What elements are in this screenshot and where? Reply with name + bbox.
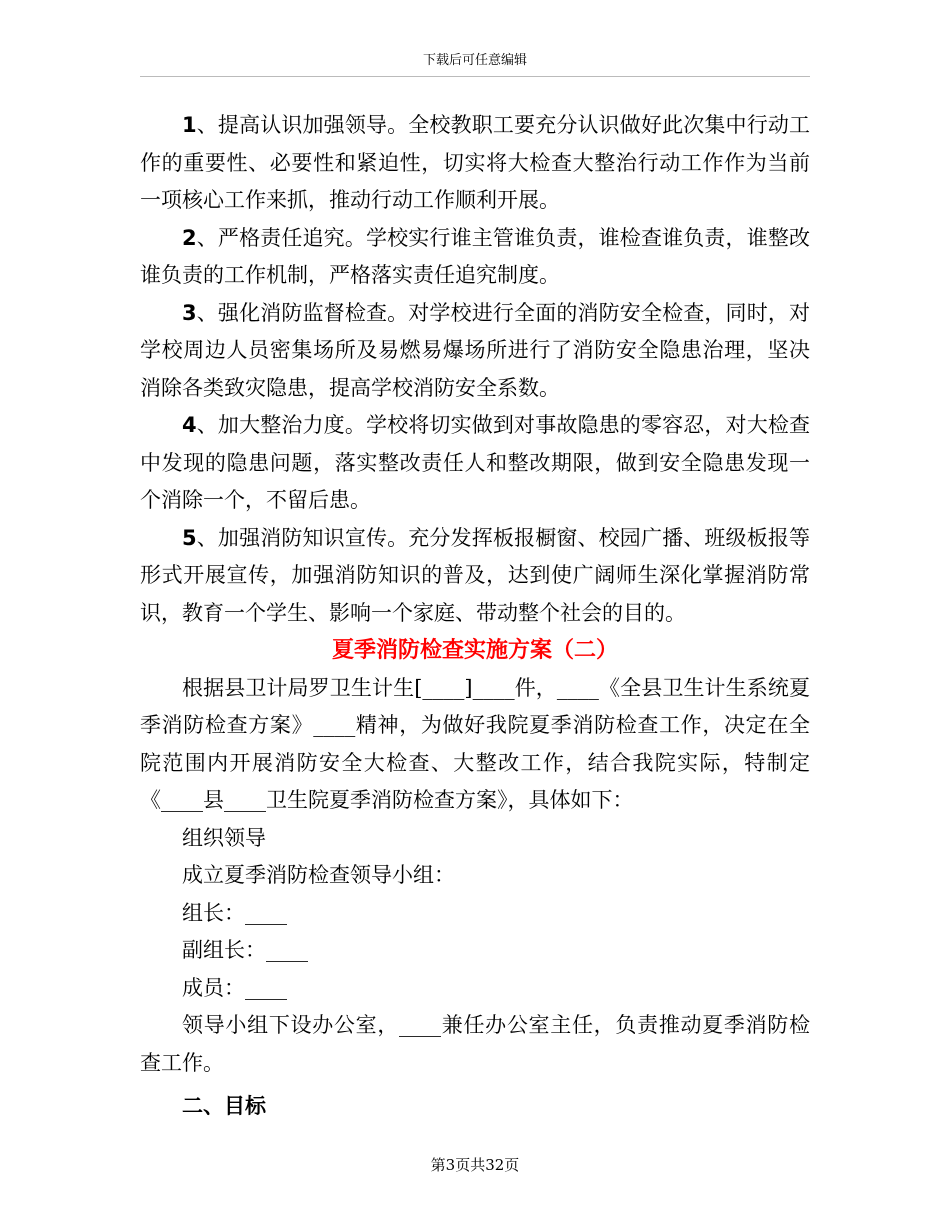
- intro-paragraph: 根据县卫计局罗卫生计生[____]____件，____《全县卫生计生系统夏季消防检查方案》____精神，为做好我院夏季消防检查工作，决定在全院范围内开展消防安全大检查、大整改工作，结合我院实际，特制定《____县____卫生院夏季消防检查方案》，具体如下：: [140, 675, 810, 812]
- page-header: 下载后可任意编辑: [422, 53, 527, 68]
- heading-goals: 二、目标: [182, 1094, 266, 1118]
- office-paragraph: 领导小组下设办公室，____兼任办公室主任，负责推动夏季消防检查工作。: [140, 1013, 810, 1075]
- item-text: 、强化消防监督检查。对学校进行全面的消防安全检查，同时，对学校周边人员密集场所及易燃易爆场所进行了消防安全隐患治理，坚决消除各类致灾隐患，提高学校消防安全系数。: [140, 300, 810, 400]
- item-text: 、严格责任追究。学校实行谁主管谁负责，谁检查谁负责，谁整改谁负责的工作机制，严格落实责任追究制度。: [140, 225, 810, 287]
- item-number: 2: [182, 225, 197, 250]
- document-body: [140, 107, 810, 1126]
- paragraph-item-5: [140, 520, 810, 633]
- org-deputy: 副组长：____: [182, 938, 308, 962]
- item-text: 、提高认识加强领导。全校教职工要充分认识做好此次集中行动工作的重要性、必要性和紧迫性，切实将大检查大整治行动工作作为当前一项核心工作来抓，推动行动工作顺利开展。: [140, 113, 810, 212]
- paragraph-item-4: [140, 407, 810, 520]
- paragraph-item-2: [140, 220, 810, 295]
- header-rule: [140, 76, 810, 77]
- section-title: 夏季消防检查实施方案（二）: [331, 638, 618, 663]
- paragraph-item-3: [140, 295, 810, 408]
- item-number: 3: [182, 300, 197, 325]
- item-number: 1: [182, 113, 197, 137]
- org-heading: 组织领导: [182, 825, 266, 850]
- item-number: 5: [182, 525, 197, 550]
- org-members: 成员：____: [182, 975, 287, 1000]
- org-leader: 组长：____: [182, 900, 287, 925]
- paragraph-item-1: [140, 107, 810, 220]
- org-group-line: 成立夏季消防检查领导小组：: [182, 863, 455, 887]
- item-text: 、加强消防知识宣传。充分发挥板报橱窗、校园广播、班级板报等形式开展宣传，加强消防知识的普及，达到使广阔师生深化掌握消防常识，教育一个学生、影响一个家庭、带动整个社会的目的。: [140, 525, 810, 625]
- page-footer: 第3页共32页: [430, 1156, 520, 1174]
- item-text: 、加大整治力度。学校将切实做到对事故隐患的零容忍，对大检查中发现的隐患问题，落实整改责任人和整改期限，做到安全隐患发现一个消除一个，不留后患。: [140, 413, 810, 512]
- item-number: 4: [182, 413, 197, 437]
